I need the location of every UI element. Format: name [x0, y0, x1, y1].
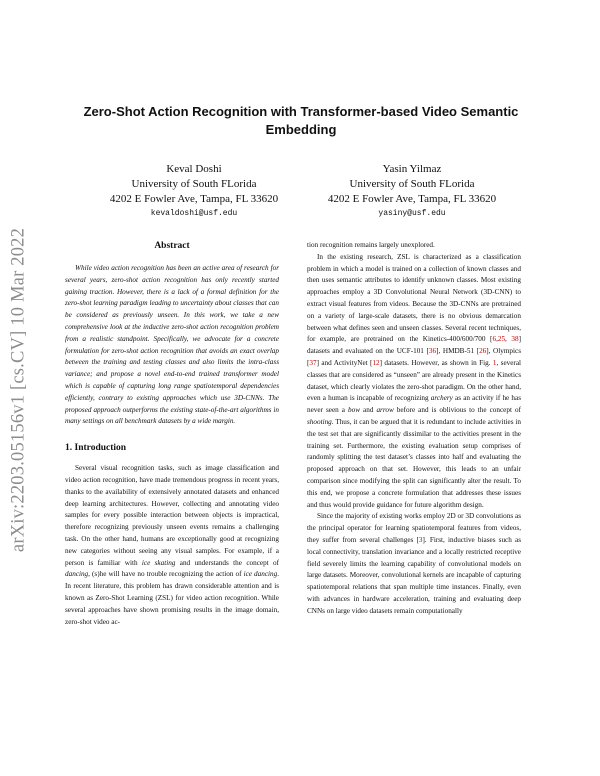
- citation-link[interactable]: 38: [511, 335, 519, 344]
- figure-link[interactable]: 1: [492, 358, 497, 367]
- intro-paragraph: Several visual recognition tasks, such as image classification and video action recognition, have made tremendous progress in recent years, thanks to the availability of extensively annotated datasets and enhanced deep learning architectures. However, collecting and annotating video samples for every possible interaction between objects is impractical, therefore recognizing previously unseen events remains a challenging task. On the other hand, humans are exceptionally good at recognizing new categories without seeing any visual samples. For example, if a person is familiar with ice skating and understands the concept of dancing, (s)he will have no trouble recognizing the action of ice dancing. In recent literature, this problem has drawn considerable attention and is known as Zero-Shot Learning (ZSL) for video action recognition. While several approaches have shown promising results in the image domain, zero-shot video ac-: [65, 464, 280, 626]
- author-address: 4202 E Fowler Ave, Tampa, FL 33620: [327, 193, 497, 205]
- author-block-2: [298, 162, 526, 221]
- citation-link[interactable]: 12: [372, 358, 380, 367]
- author-name: Keval Doshi: [166, 163, 222, 175]
- author-affiliation: University of South FLorida: [131, 178, 257, 190]
- abstract-text: While video action recognition has been an active area of research for several years, zero-shot action recognition has only recently started gaining traction. However, there is a lack of a formal definition for the zero-shot learning paradigm leading to uncertainty about classes that can be considered as previously unseen. In this work, we take a new comprehensive look at the inductive zero-shot action recognition problem from a realistic standpoint. Specifically, we advocate for a concrete formulation for zero-shot action recognition that avoids an exact overlap between the training and testing classes and also limits the intra-class variance; and propose a novel end-to-end trained transformer model which is capable of capturing long range spatiotemporal dependencies efficiently, contrary to existing approaches which use 3D-CNNs. The proposed approach outperforms the existing state-of-the-art algorithms in many settings on all benchmark datasets by a wide margin.: [65, 264, 279, 426]
- author-address: 4202 E Fowler Ave, Tampa, FL 33620: [109, 193, 279, 205]
- citation-link[interactable]: 3: [418, 535, 423, 544]
- arxiv-stamp: arXiv:2203.05156v1 [cs.CV] 10 Mar 2022: [8, 227, 29, 553]
- author-affiliation: University of South FLorida: [349, 178, 475, 190]
- body-paragraph-2: In the existing research, ZSL is characterized as a classification problem in which a model is trained on a collection of known classes and then uses semantic attributes to identify unknown classes. Most existing approaches employ a 3D Convolutional Neural Network (3D-CNN) to extract visual features from videos. Because the 3D-CNNs are pretrained on a variety of large-scale datasets, there is no obvious demarcation between what defines seen and unseen classes. Several recent techniques, for example, are pretrained on the Kinetics-400/600/700 [6,25, 38] datasets and evaluated on the UCF-101 [36], HMDB-51 [26], Olympics [37] and ActivityNet [12] datasets. However, as shown in Fig. 1, several classes that are considered as “unseen” are already present in the Kinetics dataset, which clearly violates the zero-shot paradigm. On the other hand, even a human is incapable of recognizing archery as an activity if he has never seen a bow and arrow before and is oblivious to the concept of shooting. Thus, it can be argued that it is redundant to include activities in the test set that are significantly dissimilar to the activities present in the training set. Furthermore, the existing evaluation setup comprises of randomly splitting the test dataset’s classes into half and evaluating the proposed approach on that set. However, this leads to an unfair comparison since modifying the split can significantly alter the result. To this end, we propose a concrete formulation that addresses these issues and thus would provide guidance for future algorithm design.: [307, 252, 522, 509]
- abstract-heading: Abstract: [154, 241, 190, 251]
- author-email[interactable]: kevaldoshi@usf.edu: [150, 209, 238, 218]
- left-column: [65, 240, 279, 628]
- right-column: [307, 240, 521, 618]
- author-name: Yasin Yilmaz: [382, 163, 442, 175]
- author-email[interactable]: yasiny@usf.edu: [378, 209, 446, 218]
- citation-link[interactable]: 37: [309, 358, 317, 367]
- citation-link[interactable]: 26: [479, 347, 487, 356]
- body-paragraph-3: Since the majority of existing works employ 2D or 3D convolutions as the principal operator for learning spatiotemporal features from videos, they suffer from several challenges [3]. First, inductive biases such as local connectivity, translation invariance and a locally restricted receptive field severely limits the learning capability of convolutional models on large datasets. Moreover, convolutional kernels are incapable of capturing spatiotemporal relations that span multiple time instances. Finally, even with advances in hardware acceleration, training and evaluating deep CNNs on large video datasets remain computationally: [307, 512, 521, 615]
- citation-link[interactable]: 36: [428, 347, 437, 356]
- continued-paragraph: tion recognition remains largely unexplored.: [307, 241, 435, 249]
- citation-link[interactable]: 6: [492, 335, 497, 344]
- author-block-1: [80, 162, 308, 221]
- citation-link[interactable]: 25: [497, 335, 506, 344]
- section-heading-introduction: 1. Introduction: [65, 443, 127, 454]
- paper-title: Zero-Shot Action Recognition with Transformer-based Video Semantic Embedding: [83, 104, 519, 137]
